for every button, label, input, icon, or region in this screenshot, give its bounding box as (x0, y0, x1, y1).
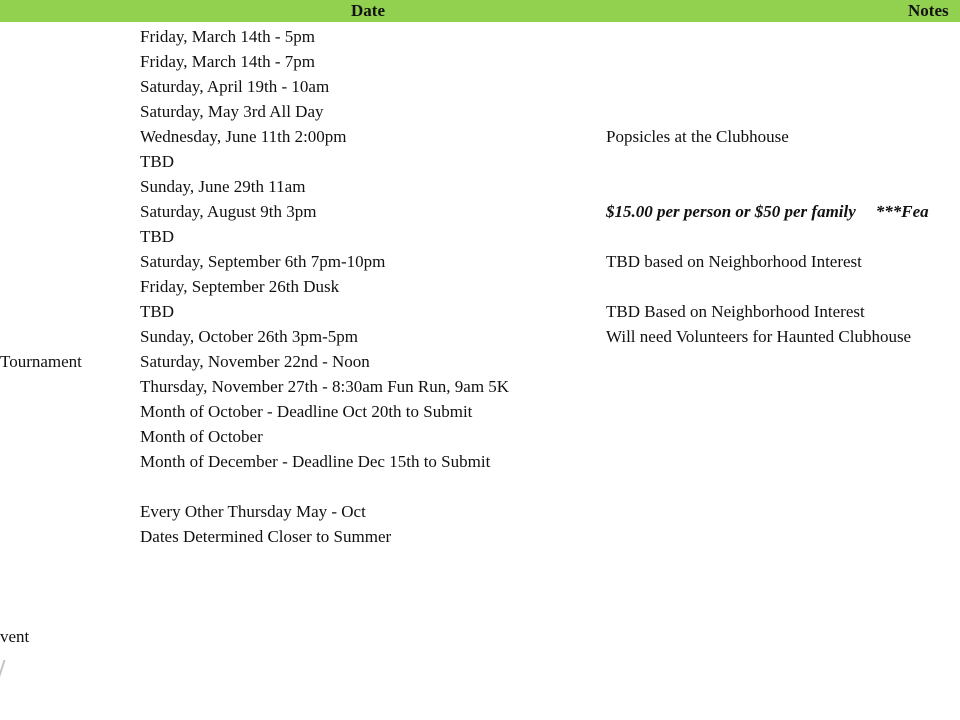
date-cell: Thursday, November 27th - 8:30am Fun Run, 9am 5K (140, 377, 510, 396)
date-column (140, 24, 590, 549)
cropped-glyph-fragment (0, 660, 10, 682)
date-cell: Saturday, September 6th 7pm-10pm (140, 252, 386, 271)
notes-cell (606, 99, 960, 124)
notes-cell: Popsicles at the Clubhouse (606, 127, 789, 146)
pricing-extra-note: ***Fea (875, 202, 929, 221)
notes-cell (606, 174, 960, 199)
date-cell: Wednesday, June 11th 2:00pm (140, 127, 347, 146)
notes-cell (606, 49, 960, 74)
event-cell (0, 174, 136, 199)
notes-column-header: Notes (908, 1, 949, 20)
date-cell: Saturday, November 22nd - Noon (140, 352, 370, 371)
date-cell: Friday, March 14th - 5pm (140, 27, 316, 46)
event-cell (0, 524, 136, 549)
date-cell: Sunday, October 26th 3pm-5pm (140, 327, 358, 346)
date-cell: TBD (140, 227, 174, 246)
date-cell: Month of October (140, 427, 263, 446)
date-cell (140, 474, 590, 499)
date-cell: Friday, March 14th - 7pm (140, 52, 316, 71)
date-cell: TBD (140, 302, 174, 321)
event-cell (0, 324, 136, 349)
date-cell: Sunday, June 29th 11am (140, 177, 306, 196)
date-cell: Saturday, August 9th 3pm (140, 202, 317, 221)
event-cell (0, 24, 136, 49)
notes-column (606, 24, 960, 349)
event-cell (0, 474, 136, 499)
date-cell: Friday, September 26th Dusk (140, 277, 340, 296)
date-cell: Month of December - Deadline Dec 15th to Submit (140, 452, 491, 471)
event-cell (0, 274, 136, 299)
date-cell: TBD (140, 152, 174, 171)
notes-cell (606, 274, 960, 299)
table-header-bar (0, 0, 960, 22)
event-cell (0, 449, 136, 474)
event-cell (0, 399, 136, 424)
date-cell: Dates Determined Closer to Summer (140, 527, 392, 546)
notes-cell: TBD based on Neighborhood Interest (606, 252, 862, 271)
notes-cell: Will need Volunteers for Haunted Clubhouse (606, 327, 912, 346)
notes-cell-pricing (606, 199, 960, 224)
date-cell: Saturday, April 19th - 10am (140, 77, 330, 96)
date-column-header: Date (351, 1, 385, 20)
event-cell (0, 99, 136, 124)
event-cell (0, 224, 136, 249)
event-cell (0, 124, 136, 149)
date-cell: Saturday, May 3rd All Day (140, 102, 324, 121)
event-cell-tournament: Tournament (0, 352, 82, 371)
event-cell (0, 199, 136, 224)
event-cell (0, 424, 136, 449)
date-cell: Month of October - Deadline Oct 20th to Submit (140, 402, 473, 421)
notes-cell: TBD Based on Neighborhood Interest (606, 302, 865, 321)
pricing-note: $15.00 per person or $50 per family (606, 202, 856, 221)
event-cell (0, 374, 136, 399)
notes-cell (606, 224, 960, 249)
notes-cell (606, 24, 960, 49)
event-cell (0, 149, 136, 174)
event-cell-vent: vent (0, 627, 30, 646)
event-cell (0, 249, 136, 274)
event-column (0, 24, 136, 649)
date-cell: Every Other Thursday May - Oct (140, 502, 366, 521)
event-cell (0, 74, 136, 99)
notes-cell (606, 149, 960, 174)
event-cell (0, 49, 136, 74)
event-cell (0, 499, 136, 524)
event-cell (0, 599, 136, 624)
notes-cell (606, 74, 960, 99)
event-cell (0, 549, 136, 574)
event-cell (0, 299, 136, 324)
event-cell (0, 574, 136, 599)
